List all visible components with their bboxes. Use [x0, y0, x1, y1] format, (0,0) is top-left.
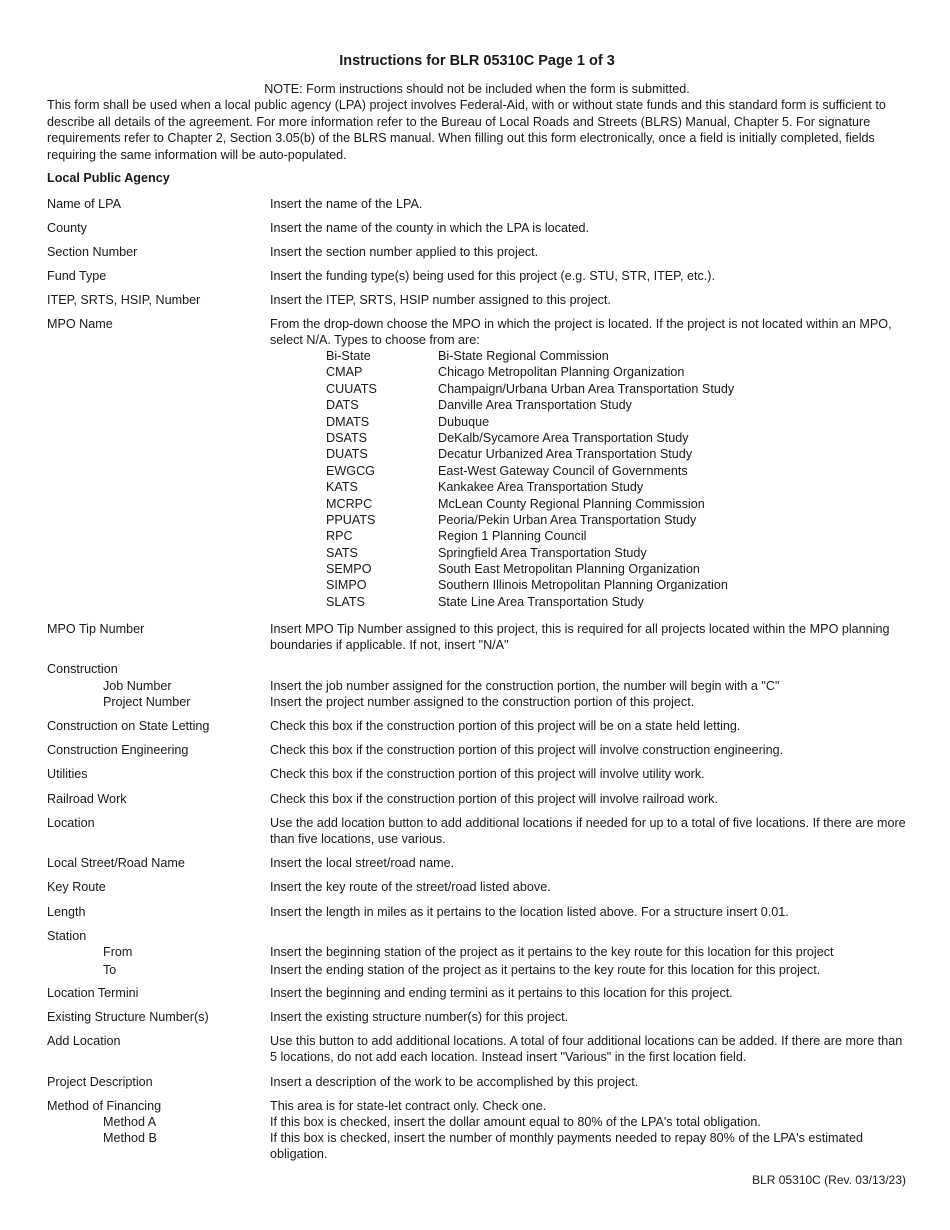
mpo-name: Decatur Urbanized Area Transportation Study	[438, 447, 693, 462]
field-label: Local Street/Road Name	[47, 856, 185, 870]
mpo-code: PPUATS	[326, 512, 376, 527]
field-description: Check this box if the construction portion of this project will be on a state held letting.	[270, 719, 741, 733]
mpo-name: Chicago Metropolitan Planning Organization	[438, 365, 685, 380]
mpo-name: Champaign/Urbana Urban Area Transportation Study	[438, 381, 735, 396]
field-description: This area is for state-let contract only. Check one.	[270, 1099, 547, 1113]
field-description: Insert the job number assigned for the construction portion, the number will begin with a "C"	[270, 679, 780, 693]
mpo-list-item	[326, 397, 886, 413]
field-description: Insert the beginning and ending termini as it pertains to this location for this project.	[270, 986, 733, 1000]
mpo-code: SIMPO	[326, 578, 367, 593]
mpo-code: SEMPO	[326, 562, 372, 577]
mpo-list-item	[326, 381, 886, 397]
mpo-list-item	[326, 594, 886, 610]
field-description: From the drop-down choose the MPO in which the project is located. If the project is not located within an MPO, select N/A. Types to choose from are:	[270, 317, 892, 348]
field-label: Add Location	[47, 1034, 121, 1048]
field-description: If this box is checked, insert the dollar amount equal to 80% of the LPA's total obligation.	[270, 1115, 761, 1129]
field-description: Insert MPO Tip Number assigned to this project, this is required for all projects located within the MPO planning boundaries if applicable. If not, insert "N/A"	[270, 622, 890, 653]
mpo-list-item	[326, 430, 886, 446]
intro-paragraph: This form shall be used when a local public agency (LPA) project involves Federal-Aid, with or without state funds and this standard form is sufficient to describe all details of the agreement. For more information refer to the Bureau of Local Roads and Streets (BLRS) Manual, Chapter 5. For signature requirements refer to Chapter 2, Section 3.05(b) of the BLRS manual. When filling out this form electronically, once a field is initially completed, fields requiring the same information will be auto-populated.	[47, 98, 886, 162]
field-label: Construction	[47, 662, 118, 676]
mpo-code: SLATS	[326, 594, 365, 609]
field-label: Construction Engineering	[47, 743, 189, 757]
mpo-code: Bi-State	[326, 349, 371, 363]
field-label: To	[103, 963, 117, 977]
field-label: Name of LPA	[47, 197, 121, 211]
mpo-code: CMAP	[326, 365, 363, 380]
mpo-code: EWGCG	[326, 463, 375, 478]
form-revision-footer: BLR 05310C (Rev. 03/13/23)	[752, 1173, 906, 1187]
mpo-code: DUATS	[326, 447, 368, 462]
field-label: MPO Tip Number	[47, 622, 145, 636]
field-description: Check this box if the construction portion of this project will involve railroad work.	[270, 792, 718, 806]
field-description: Insert the project number assigned to the construction portion of this project.	[270, 695, 695, 709]
field-description: Insert the ITEP, SRTS, HSIP number assigned to this project.	[270, 293, 611, 307]
field-description: Insert the section number applied to this project.	[270, 245, 539, 259]
mpo-code: DMATS	[326, 414, 370, 429]
mpo-code: KATS	[326, 480, 358, 495]
mpo-name: State Line Area Transportation Study	[438, 594, 644, 609]
field-description: Insert the ending station of the project as it pertains to the key route for this location for this project.	[270, 963, 821, 977]
mpo-name: East-West Gateway Council of Governments	[438, 463, 688, 478]
field-label: ITEP, SRTS, HSIP, Number	[47, 293, 201, 307]
mpo-list-item	[326, 414, 886, 430]
mpo-list-item	[326, 463, 886, 479]
field-label: Job Number	[103, 679, 172, 693]
field-label: Utilities	[47, 767, 88, 781]
field-description: Insert the name of the county in which the LPA is located.	[270, 221, 589, 235]
field-label: County	[47, 221, 87, 235]
field-label: Length	[47, 905, 86, 919]
field-label: Method B	[103, 1131, 157, 1145]
field-description: Insert the beginning station of the project as it pertains to the key route for this location for this project	[270, 945, 834, 959]
mpo-name: Bi-State Regional Commission	[438, 349, 609, 363]
page-title: Instructions for BLR 05310C Page 1 of 3	[339, 53, 615, 69]
field-description: Insert the length in miles as it pertains to the location listed above. For a structure insert 0.01.	[270, 905, 789, 919]
mpo-list-item	[326, 348, 886, 364]
mpo-list-item	[326, 446, 886, 462]
form-note: NOTE: Form instructions should not be included when the form is submitted.	[264, 82, 690, 96]
mpo-name: DeKalb/Sycamore Area Transportation Study	[438, 430, 689, 445]
mpo-list-item	[326, 561, 886, 577]
mpo-list-item	[326, 496, 886, 512]
mpo-list-item	[326, 479, 886, 495]
field-label: Station	[47, 929, 87, 943]
field-description: Insert the funding type(s) being used for this project (e.g. STU, STR, ITEP, etc.).	[270, 269, 715, 283]
mpo-name: Danville Area Transportation Study	[438, 398, 632, 413]
section-heading: Local Public Agency	[47, 171, 170, 185]
field-description: Check this box if the construction portion of this project will involve construction engineering.	[270, 743, 784, 757]
mpo-list-item	[326, 512, 886, 528]
mpo-list-item	[326, 364, 886, 380]
mpo-list-item	[326, 577, 886, 593]
mpo-name: Southern Illinois Metropolitan Planning Organization	[438, 578, 728, 593]
mpo-name: McLean County Regional Planning Commission	[438, 496, 705, 511]
mpo-list	[326, 348, 886, 610]
field-label: Method A	[103, 1115, 157, 1129]
field-label: Location	[47, 816, 95, 830]
mpo-code: RPC	[326, 529, 353, 544]
mpo-code: DATS	[326, 398, 359, 413]
mpo-name: South East Metropolitan Planning Organization	[438, 562, 700, 577]
field-description: Insert the local street/road name.	[270, 856, 455, 870]
field-label: Location Termini	[47, 986, 139, 1000]
mpo-list-item	[326, 528, 886, 544]
mpo-name: Peoria/Pekin Urban Area Transportation Study	[438, 512, 697, 527]
field-description: Insert the key route of the street/road listed above.	[270, 880, 551, 894]
field-label: Existing Structure Number(s)	[47, 1010, 209, 1024]
mpo-name: Region 1 Planning Council	[438, 529, 587, 544]
field-description: Use this button to add additional locations. A total of four additional locations can be added. If there are more than 5 locations, do not add each location. Instead insert "Various" in the first location field.	[270, 1034, 903, 1065]
mpo-name: Springfield Area Transportation Study	[438, 545, 647, 560]
field-description: Insert the existing structure number(s) for this project.	[270, 1010, 569, 1024]
field-label: From	[103, 945, 133, 959]
field-label: Railroad Work	[47, 792, 127, 806]
field-label: Key Route	[47, 880, 106, 894]
field-label: Section Number	[47, 245, 138, 259]
field-label: Project Number	[103, 695, 191, 709]
mpo-code: CUUATS	[326, 381, 377, 396]
mpo-name: Dubuque	[438, 414, 490, 429]
field-description: Insert the name of the LPA.	[270, 197, 423, 211]
field-label: Project Description	[47, 1075, 153, 1089]
field-label: Construction on State Letting	[47, 719, 210, 733]
field-description: Check this box if the construction portion of this project will involve utility work.	[270, 767, 705, 781]
mpo-code: MCRPC	[326, 496, 373, 511]
mpo-code: DSATS	[326, 430, 368, 445]
field-label: Method of Financing	[47, 1099, 162, 1113]
mpo-code: SATS	[326, 545, 358, 560]
field-description: If this box is checked, insert the number of monthly payments needed to repay 80% of the LPA's estimated obligation.	[270, 1131, 864, 1162]
field-label: Fund Type	[47, 269, 107, 283]
mpo-list-item	[326, 545, 886, 561]
mpo-name: Kankakee Area Transportation Study	[438, 480, 644, 495]
field-description: Use the add location button to add additional locations if needed for up to a total of five locations. If there are more than five locations, use various.	[270, 816, 906, 847]
field-label: MPO Name	[47, 317, 113, 331]
field-description: Insert a description of the work to be accomplished by this project.	[270, 1075, 639, 1089]
